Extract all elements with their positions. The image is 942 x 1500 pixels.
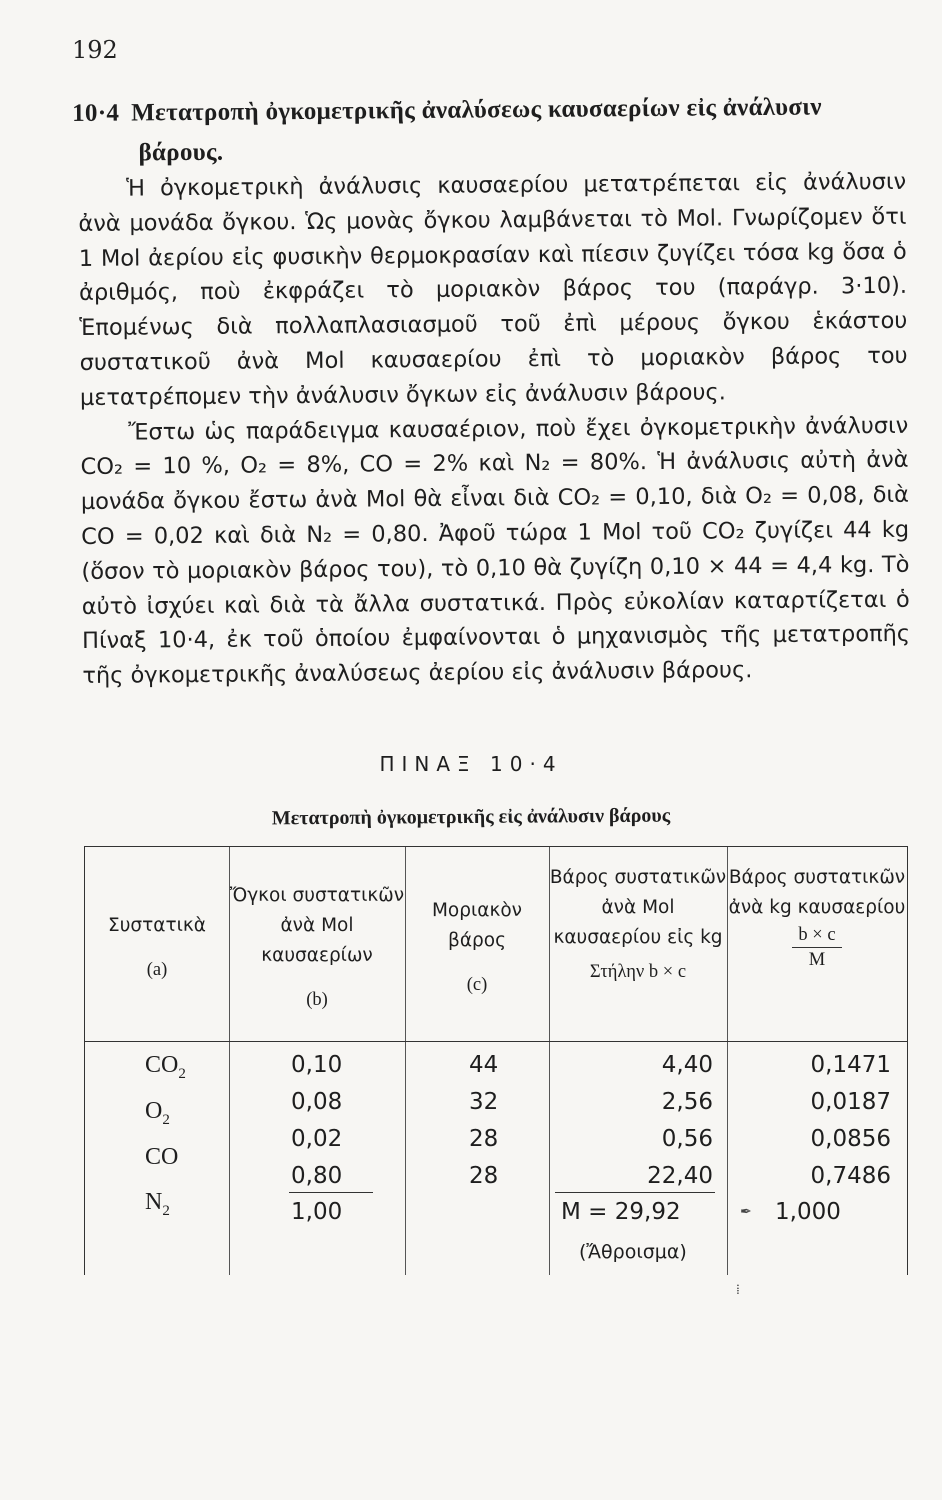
column-molar-mass	[469, 1047, 498, 1195]
header-text: Βάρος συστατικῶν ἀνὰ kg καυσαερίου	[728, 867, 906, 918]
column-components	[145, 1047, 186, 1230]
header-symbol: (a)	[146, 960, 168, 980]
header-text: Ὄγκοι συστατικῶν ἀνὰ Mol καυσαερίων	[229, 885, 405, 966]
table-cell: 0,0856	[810, 1126, 891, 1152]
header-fraction	[792, 923, 841, 972]
header-molar-mass	[405, 863, 549, 1033]
fraction-numerator: b × c	[792, 923, 841, 948]
total-note: (Ἄθροισμα)	[579, 1241, 687, 1263]
ink-mark: ✒	[740, 1204, 752, 1220]
total-weight-fraction: 1,000	[775, 1199, 841, 1225]
table-cell: 0,1471	[810, 1052, 891, 1078]
column-weight-per-mol	[565, 1047, 713, 1195]
sum-rule	[555, 1192, 715, 1193]
header-components	[85, 863, 229, 1033]
paragraph: Ἡ ὀγκομετρικὴ ἀνάλυσις καυσαερίου μετατρέπεται εἰς ἀνάλυσιν ἀνὰ μονάδα ὄγκου. Ὡς μονὰς ὄγκου λαμβάνεται τὸ Mol. Γνωρίζομεν ὅτι 1 Mol ἀερίου εἰς φυσικὴν θερμοκρασίαν καὶ πίεσιν ζυγίζει τόσα kg ὅσα ὁ ἀριθμός, ποὺ ἐκφράζει τὸ μοριακὸν βάρος του (παράγρ. 3·10). Ἑπομένως διὰ πολλαπλασιασμοῦ τοῦ ἐπὶ μέρους ὄγκου ἑκάστου συστατικοῦ ἀνὰ Mol καυσαερίου ἐπὶ τὸ μοριακὸν βάρος του μετατρέπομεν τὴν ἀνάλυσιν ὄγκων εἰς ἀνάλυσιν βάρους.	[78, 168, 908, 411]
table-cell: $N_2$	[145, 1189, 170, 1220]
header-weight-per-kg	[727, 863, 907, 1033]
table-cell: 2,56	[661, 1089, 713, 1115]
table-cell: 32	[469, 1089, 499, 1115]
table-cell: 0,80	[291, 1163, 343, 1189]
column-weight-per-kg	[745, 1047, 891, 1195]
table-cell: 4,40	[661, 1052, 713, 1078]
ink-mark: ⁞	[736, 1282, 740, 1298]
header-symbol: (b)	[306, 990, 328, 1010]
section-number: 10·4	[72, 99, 120, 127]
sum-rule	[289, 1192, 373, 1193]
fraction-denominator: M	[808, 950, 826, 970]
header-symbol: Στήλην b × c	[589, 962, 687, 982]
page-number: 192	[72, 36, 118, 64]
total-volume: 1,00	[291, 1199, 343, 1225]
table-cell: 28	[469, 1126, 499, 1152]
header-symbol: (c)	[466, 975, 488, 995]
table-cell: 22,40	[647, 1163, 713, 1189]
header-rule	[85, 1041, 907, 1042]
table-cell: CO	[145, 1143, 179, 1170]
table-cell: 0,0187	[810, 1089, 891, 1115]
body-text	[78, 165, 911, 694]
section-title-line2: βάρους.	[138, 138, 224, 167]
conversion-table	[84, 846, 908, 1275]
table-cell: 28	[469, 1163, 499, 1189]
table-cell: 0,08	[291, 1089, 343, 1115]
header-weight-per-mol	[549, 863, 727, 1033]
paragraph: Ἔστω ὡς παράδειγμα καυσαέριον, ποὺ ἔχει ὀγκομετρικὴν ἀνάλυσιν CO₂ = 10 %, O₂ = 8%, CO = 2% καὶ N₂ = 80%. Ἡ ἀνάλυσις αὐτὴ ἀνὰ μονάδα ὄγκου ἔστω ἀνὰ Mol θὰ εἶναι διὰ CO₂ = 0,10, διὰ O₂ = 0,08, διὰ CO = 0,02 καὶ διὰ N₂ = 0,80. Ἀφοῦ τώρα 1 Mol τοῦ CO₂ ζυγίζει 44 kg (ὅσον τὸ μοριακὸν βάρος του), τὸ 0,10 θὰ ζυγίζη 0,10 × 44 = 4,4 kg. Τὸ αὐτὸ ἰσχύει καὶ διὰ τὰ ἄλλα συστατικά. Πρὸς εὐκολίαν καταρτίζεται ὁ Πίναξ 10·4, ἐκ τοῦ ὁποίου ἐμφαίνονται ὁ μηχανισμὸς τῆς μετατροπῆς τῆς ὀγκομετρικῆς ἀναλύσεως ἀερίου εἰς ἀνάλυσιν βάρους.	[80, 412, 911, 690]
header-text: Συστατικὰ	[108, 915, 206, 936]
table-cell: $CO_2$	[145, 1052, 186, 1082]
table-cell: 0,02	[291, 1126, 343, 1152]
section-title	[72, 87, 913, 174]
table-cell: 0,56	[661, 1126, 713, 1152]
table-caption: Μετατροπὴ ὀγκομετρικῆς εἰς ἀνάλυσιν βάρους	[271, 804, 671, 830]
table-cell: 0,7486	[810, 1163, 891, 1189]
column-volumes	[291, 1047, 342, 1195]
header-volumes	[229, 863, 405, 1033]
table-cell: 44	[469, 1052, 499, 1078]
table-label: ΠΙΝΑΞ 10·4	[379, 752, 563, 776]
total-molar-mass: M = 29,92	[561, 1199, 681, 1225]
header-text: Μοριακὸν βάρος	[431, 900, 523, 951]
section-title-line1: Μετατροπὴ ὀγκομετρικῆς ἀναλύσεως καυσαερίων εἰς ἀνάλυσιν	[131, 93, 822, 127]
table-cell: 0,10	[291, 1052, 343, 1078]
table-cell: $O_2$	[145, 1097, 170, 1128]
header-text: Βάρος συστατικῶν ἀνὰ Mol καυσαερίου εἰς kg	[549, 867, 727, 948]
